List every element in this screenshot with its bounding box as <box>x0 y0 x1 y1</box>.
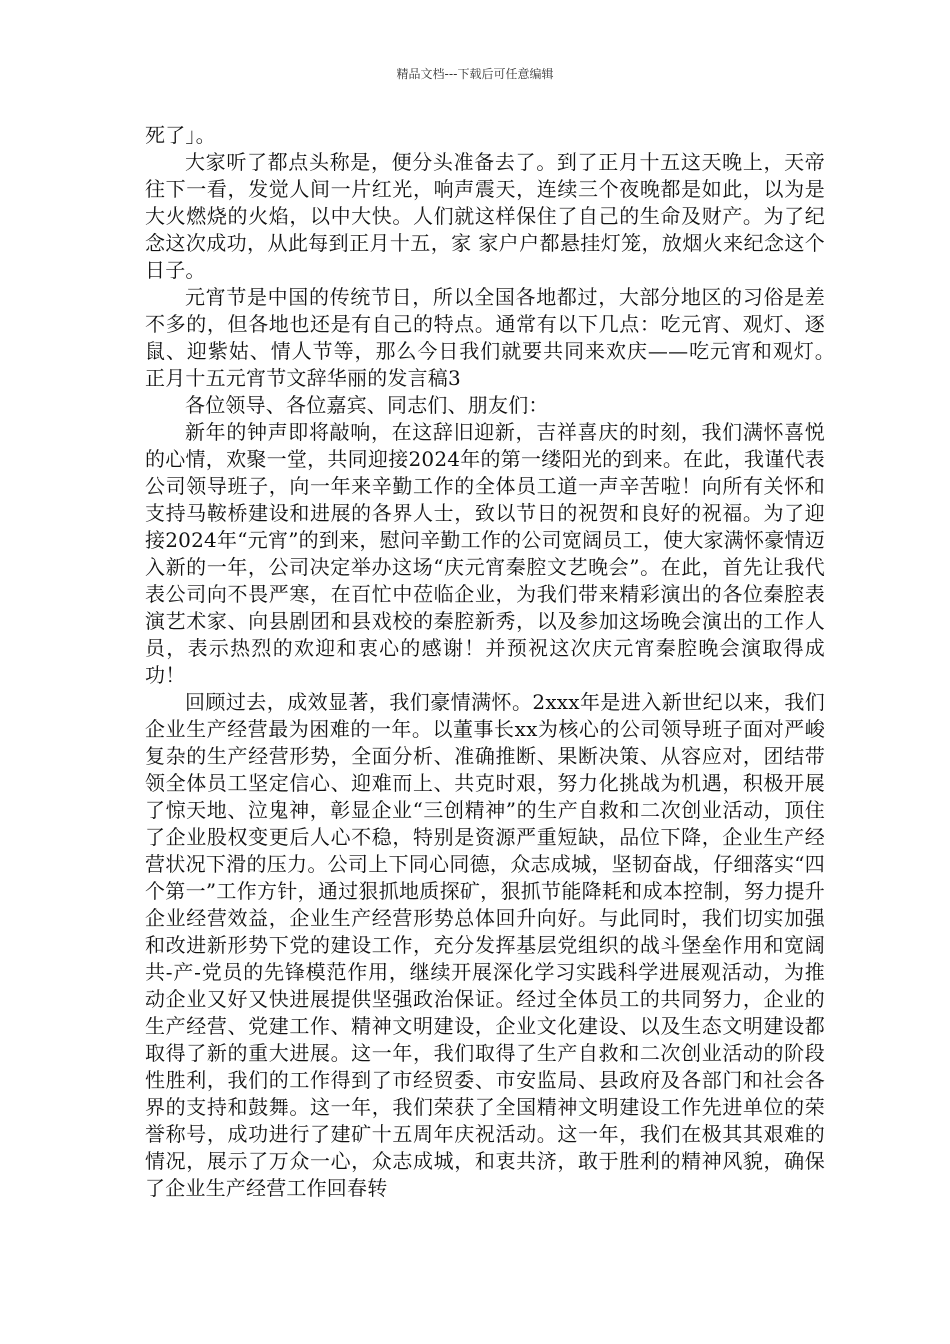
document-body <box>145 122 866 1202</box>
paragraph-1: 死了」。 <box>145 123 216 147</box>
page-header: 精品文档---下载后可任意编辑 <box>396 67 554 81</box>
paragraph-5: 新年的钟声即将敲响，在这辞旧迎新，吉祥喜庆的时刻，我们满怀喜悦的心情，欢聚一堂，共同迎接2024年的第一缕阳光的到来。在此，我谨代表公司领导班子，向一年来辛勤工作的全体员工道一声辛苦啦！向所有关怀和支持马鞍桥建设和进展的各界人士，致以节日的祝贺和良好的祝福。为了迎接2024年“元宵”的到来，慰问辛勤工作的公司宽阔员工，使大家满怀豪情迈入新的一年，公司决定举办这场“庆元宵秦腔文艺晚会”。在此，首先让我代表公司向不畏严寒，在百忙中莅临企业，为我们带来精彩演出的各位秦腔表演艺术家、向县剧团和县戏校的秦腔新秀，以及参加这场晚会演出的工作人员，表示热烈的欢迎和衷心的感谢！并预祝这次庆元宵秦腔晚会演取得成功！ <box>145 420 825 687</box>
paragraph-4: 各位领导、各位嘉宾、同志们、朋友们： <box>185 393 549 417</box>
paragraph-6: 回顾过去，成效显著，我们豪情满怀。2xxx年是进入新世纪以来，我们企业生产经营最为困难的一年。以董事长xx为核心的公司领导班子面对严峻复杂的生产经营形势，全面分析、准确推断、果断决策、从容应对，团结带领全体员工坚定信心、迎难而上、共克时艰，努力化挑战为机遇，积极开展了惊天地、泣鬼神，彰显企业“三创精神”的生产自救和二次创业活动，顶住了企业股权变更后人心不稳，特别是资源严重短缺，品位下降，企业生产经营状况下滑的压力。公司上下同心同德，众志成城，坚韧奋战，仔细落实“四个第一”工作方针，通过狠抓地质探矿，狠抓节能降耗和成本控制，努力提升企业经营效益，企业生产经营形势总体回升向好。与此同时，我们切实加强和改进新形势下党的建设工作，充分发挥基层党组织的战斗堡垒作用和宽阔共-产-党员的先锋模范作用，继续开展深化学习实践科学进展观活动，为推动企业又好又快进展提供坚强政治保证。经过全体员工的共同努力，企业的生产经营、党建工作、精神文明建设，企业文化建设、以及生态文明建设都取得了新的重大进展。这一年，我们取得了生产自救和二次创业活动的阶段性胜利，我们的工作得到了市经贸委、市安监局、县政府及各部门和社会各界的支持和鼓舞。这一年，我们荣获了全国精神文明建设工作先进单位的荣誉称号，成功进行了建矿十五周年庆祝活动。这一年，我们在极其其艰难的情况，展示了万众一心，众志成城，和衷共济，敢于胜利的精神风貌，确保了企业生产经营工作回春转 <box>145 690 825 1200</box>
paragraph-3: 元宵节是中国的传统节日，所以全国各地都过，大部分地区的习俗是差不多的，但各地也还是有自己的特点。通常有以下几点：吃元宵、观灯、逐鼠、迎紫姑、情人节等，那么今日我们就要共同来欢庆——吃元宵和观灯。 正月十五元宵节文辞华丽的发言稿3 <box>145 285 866 390</box>
paragraph-2: 大家听了都点头称是，便分头准备去了。到了正月十五这天晚上，天帝往下一看，发觉人间一片红光，响声震天，连续三个夜晚都是如此，以为是大火燃烧的火焰，以中大快。人们就这样保住了自己的生命及财产。为了纪念这次成功，从此每到正月十五，家 家户户都悬挂灯笼，放烟火来纪念这个日子。 <box>145 150 825 282</box>
